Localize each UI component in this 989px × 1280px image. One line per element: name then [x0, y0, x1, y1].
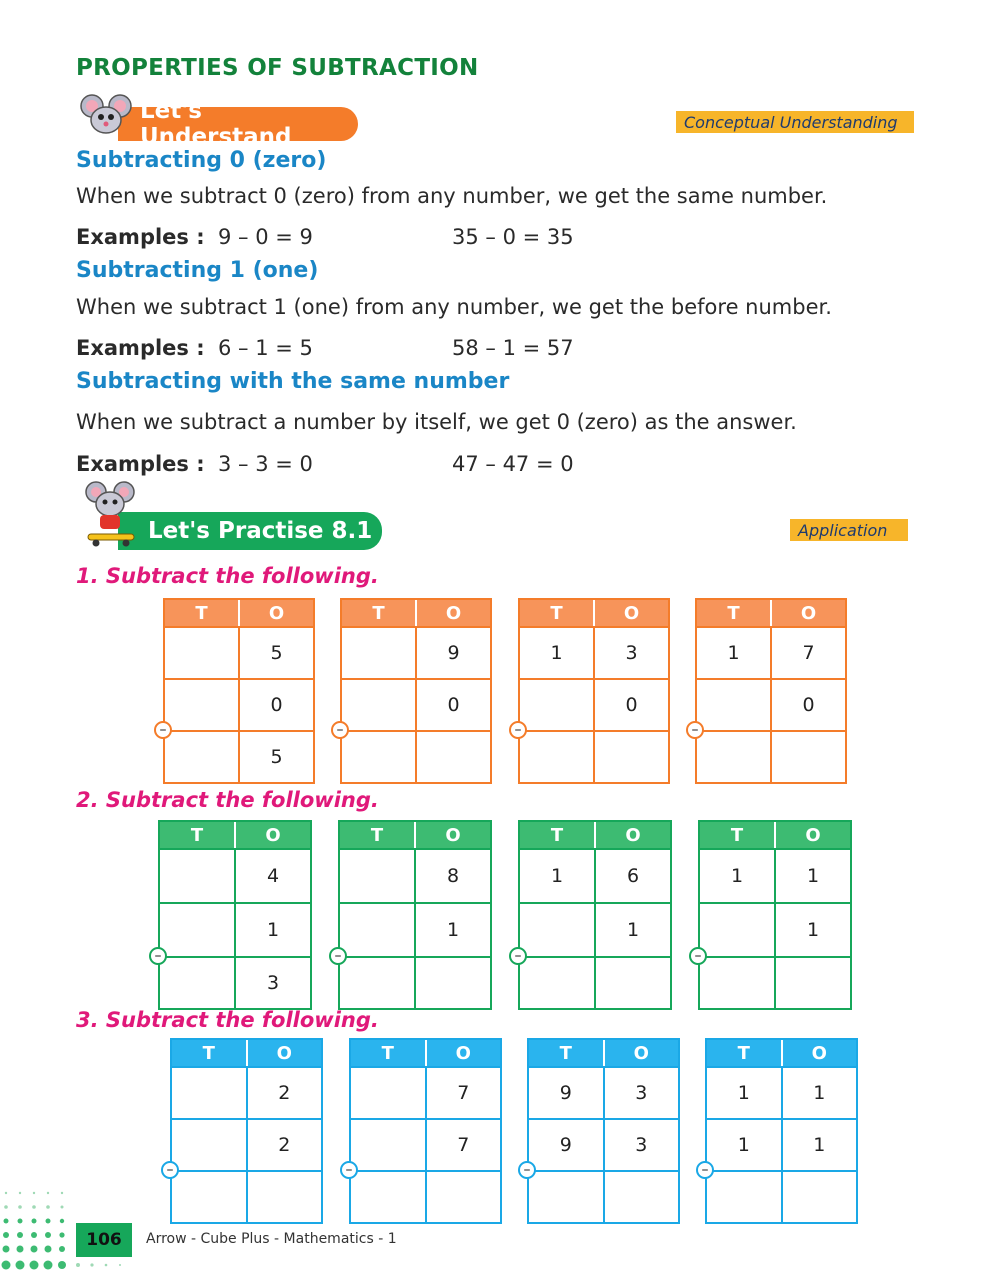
number-row — [700, 902, 850, 956]
example-1: 9 – 0 = 9 — [217, 225, 313, 249]
tens-cell[interactable] — [520, 958, 596, 1008]
number-row — [520, 678, 668, 730]
ones-cell[interactable] — [772, 732, 845, 782]
number-row — [351, 1066, 500, 1118]
subtracting-zero-text: When we subtract 0 (zero) from any number, we get the same number. — [76, 184, 828, 208]
ones-cell: 0 — [802, 694, 815, 716]
ones-cell[interactable] — [417, 732, 490, 782]
ones-header: O — [445, 824, 461, 846]
tens-cell[interactable] — [165, 732, 240, 782]
place-value-box — [695, 598, 847, 784]
tens-cell — [165, 680, 240, 730]
examples-label: Examples : — [76, 336, 205, 360]
tens-cell: 1 — [707, 1068, 783, 1118]
ones-header: O — [268, 602, 285, 624]
tens-header: T — [529, 1040, 605, 1066]
tens-header: T — [351, 1040, 427, 1066]
answer-row — [520, 730, 668, 782]
application-label: Application — [798, 520, 888, 540]
ones-cell: 3 — [635, 1082, 648, 1104]
ones-cell: 1 — [806, 919, 820, 941]
number-row — [520, 848, 670, 902]
ones-cell[interactable]: 3 — [266, 972, 280, 994]
ones-header: O — [811, 1042, 827, 1064]
tens-cell — [340, 850, 416, 902]
ones-cell[interactable] — [783, 1172, 857, 1222]
lets-understand-banner — [118, 98, 358, 150]
place-value-box — [518, 820, 672, 1010]
ones-header: O — [623, 602, 640, 624]
tens-cell: 1 — [697, 628, 772, 678]
tens-cell — [160, 904, 236, 956]
examples-label: Examples : — [76, 452, 205, 476]
minus-sign-icon: – — [509, 947, 527, 965]
ones-header: O — [276, 1042, 292, 1064]
example-2: 58 – 1 = 57 — [452, 336, 574, 360]
subtracting-same-heading: Subtracting with the same number — [76, 369, 510, 394]
tens-cell — [172, 1068, 248, 1118]
number-row — [340, 902, 490, 956]
answer-row — [340, 956, 490, 1008]
place-value-box — [705, 1038, 858, 1224]
ones-cell: 0 — [447, 694, 460, 716]
ones-cell: 0 — [625, 694, 638, 716]
page-number: 106 — [76, 1223, 132, 1257]
subtracting-zero-heading: Subtracting 0 (zero) — [76, 148, 327, 173]
book-title: Arrow - Cube Plus - Mathematics - 1 — [146, 1231, 397, 1247]
tens-cell: 1 — [520, 850, 596, 902]
place-value-box — [349, 1038, 502, 1224]
tens-cell — [700, 904, 776, 956]
subtracting-one-heading: Subtracting 1 (one) — [76, 258, 319, 283]
tens-cell: 1 — [700, 850, 776, 902]
tens-header: T — [697, 600, 772, 626]
number-row — [520, 902, 670, 956]
minus-sign-icon: – — [161, 1161, 179, 1179]
ones-cell: 9 — [447, 642, 460, 664]
ones-cell: 3 — [635, 1134, 648, 1156]
number-row — [340, 848, 490, 902]
tens-header: T — [520, 822, 596, 848]
tens-cell — [520, 904, 596, 956]
ones-cell[interactable] — [596, 958, 670, 1008]
number-row — [520, 626, 668, 678]
minus-sign-icon: – — [329, 947, 347, 965]
tens-cell[interactable] — [351, 1172, 427, 1222]
examples-label: Examples : — [76, 225, 205, 249]
ones-cell: 1 — [813, 1134, 826, 1156]
answer-row — [160, 956, 310, 1008]
tens-cell — [340, 904, 416, 956]
skateboard-mouse-icon — [80, 478, 142, 550]
minus-sign-icon: – — [149, 947, 167, 965]
answer-row — [700, 956, 850, 1008]
tens-cell — [520, 680, 595, 730]
minus-sign-icon: – — [154, 721, 172, 739]
ones-cell: 7 — [457, 1082, 470, 1104]
ones-cell: 0 — [270, 694, 283, 716]
tens-cell: 9 — [529, 1068, 605, 1118]
application-tag — [790, 519, 908, 541]
place-value-box — [163, 598, 315, 784]
tens-cell[interactable] — [172, 1172, 248, 1222]
place-value-box — [527, 1038, 680, 1224]
tens-header: T — [700, 822, 776, 848]
ones-header: O — [633, 1042, 649, 1064]
example-2: 47 – 47 = 0 — [452, 452, 574, 476]
tens-cell — [172, 1120, 248, 1170]
number-row — [707, 1066, 856, 1118]
page-title: PROPERTIES OF SUBTRACTION — [76, 55, 479, 81]
tens-cell — [160, 850, 236, 902]
minus-sign-icon: – — [331, 721, 349, 739]
tens-cell — [165, 628, 240, 678]
tens-cell[interactable] — [340, 958, 416, 1008]
ones-cell[interactable] — [595, 732, 668, 782]
tens-header: T — [172, 1040, 248, 1066]
lets-practise-label: Let's Practise 8.1 — [148, 518, 373, 544]
tens-cell[interactable] — [520, 732, 595, 782]
number-row — [342, 678, 490, 730]
answer-row — [520, 956, 670, 1008]
place-value-box — [338, 820, 492, 1010]
ones-cell[interactable] — [427, 1172, 501, 1222]
ones-header: O — [455, 1042, 471, 1064]
ones-cell: 1 — [806, 865, 820, 887]
ones-cell[interactable] — [416, 958, 490, 1008]
tens-cell — [342, 628, 417, 678]
ones-cell[interactable]: 5 — [270, 746, 283, 768]
ones-cell: 7 — [802, 642, 815, 664]
minus-sign-icon: – — [686, 721, 704, 739]
subtracting-one-text: When we subtract 1 (one) from any number, we get the before number. — [76, 295, 832, 319]
number-row — [700, 848, 850, 902]
ones-cell: 5 — [270, 642, 283, 664]
tens-header: T — [520, 600, 595, 626]
lets-understand-label: Let's Understand — [140, 98, 292, 150]
ones-cell: 3 — [625, 642, 638, 664]
tens-cell: 1 — [707, 1120, 783, 1170]
answer-row — [697, 730, 845, 782]
answer-row — [342, 730, 490, 782]
ones-cell: 1 — [266, 919, 280, 941]
number-row — [172, 1066, 321, 1118]
number-row — [165, 678, 313, 730]
tens-cell — [351, 1120, 427, 1170]
tens-cell — [697, 680, 772, 730]
subtracting-one-examples — [76, 336, 676, 360]
place-value-box — [518, 598, 670, 784]
number-row — [529, 1118, 678, 1170]
answer-row — [707, 1170, 856, 1222]
answer-row — [351, 1170, 500, 1222]
lets-practise-banner — [118, 512, 382, 550]
number-row — [160, 848, 310, 902]
ones-cell: 7 — [457, 1134, 470, 1156]
tens-header: T — [160, 822, 236, 848]
ones-header: O — [805, 824, 821, 846]
ones-cell: 1 — [446, 919, 460, 941]
minus-sign-icon: – — [518, 1161, 536, 1179]
tens-header: T — [707, 1040, 783, 1066]
number-row — [529, 1066, 678, 1118]
tens-cell[interactable] — [160, 958, 236, 1008]
tens-cell[interactable] — [529, 1172, 605, 1222]
ones-cell[interactable] — [248, 1172, 322, 1222]
tens-cell[interactable] — [707, 1172, 783, 1222]
question-3-label: 3. Subtract the following. — [76, 1008, 379, 1032]
number-row — [697, 626, 845, 678]
example-1: 6 – 1 = 5 — [217, 336, 313, 360]
tens-cell — [342, 680, 417, 730]
number-row — [342, 626, 490, 678]
subtracting-zero-examples — [76, 225, 676, 249]
place-value-box — [158, 820, 312, 1010]
question-2-label: 2. Subtract the following. — [76, 788, 379, 812]
subtracting-same-examples — [76, 452, 676, 476]
number-row — [165, 626, 313, 678]
ones-header: O — [265, 824, 281, 846]
place-value-box — [340, 598, 492, 784]
number-row — [160, 902, 310, 956]
ones-cell: 8 — [446, 865, 460, 887]
ones-cell: 6 — [626, 865, 640, 887]
tens-header: T — [165, 600, 240, 626]
minus-sign-icon: – — [509, 721, 527, 739]
example-1: 3 – 3 = 0 — [217, 452, 313, 476]
conceptual-understanding-tag — [676, 111, 914, 133]
answer-row — [172, 1170, 321, 1222]
tens-cell — [351, 1068, 427, 1118]
ones-header: O — [800, 602, 817, 624]
tens-cell: 1 — [520, 628, 595, 678]
ones-cell: 1 — [813, 1082, 826, 1104]
number-row — [351, 1118, 500, 1170]
tens-header: T — [340, 822, 416, 848]
place-value-box — [170, 1038, 323, 1224]
tens-cell[interactable] — [342, 732, 417, 782]
question-1-label: 1. Subtract the following. — [76, 564, 379, 588]
conceptual-understanding-label: Conceptual Understanding — [684, 112, 898, 132]
place-value-box — [698, 820, 852, 1010]
tens-cell[interactable] — [697, 732, 772, 782]
number-row — [707, 1118, 856, 1170]
mouse-mascot-icon — [78, 92, 134, 138]
ones-cell: 2 — [278, 1134, 291, 1156]
answer-row — [529, 1170, 678, 1222]
ones-cell: 2 — [278, 1082, 291, 1104]
number-row — [697, 678, 845, 730]
tens-header: T — [342, 600, 417, 626]
minus-sign-icon: – — [340, 1161, 358, 1179]
subtracting-same-text: When we subtract a number by itself, we get 0 (zero) as the answer. — [76, 410, 797, 434]
ones-header: O — [625, 824, 641, 846]
ones-cell[interactable] — [605, 1172, 679, 1222]
example-2: 35 – 0 = 35 — [452, 225, 574, 249]
minus-sign-icon: – — [696, 1161, 714, 1179]
answer-row — [165, 730, 313, 782]
ones-cell: 1 — [626, 919, 640, 941]
ones-cell[interactable] — [776, 958, 850, 1008]
ones-cell: 4 — [266, 865, 280, 887]
tens-cell: 9 — [529, 1120, 605, 1170]
number-row — [172, 1118, 321, 1170]
tens-cell[interactable] — [700, 958, 776, 1008]
ones-header: O — [445, 602, 462, 624]
minus-sign-icon: – — [689, 947, 707, 965]
